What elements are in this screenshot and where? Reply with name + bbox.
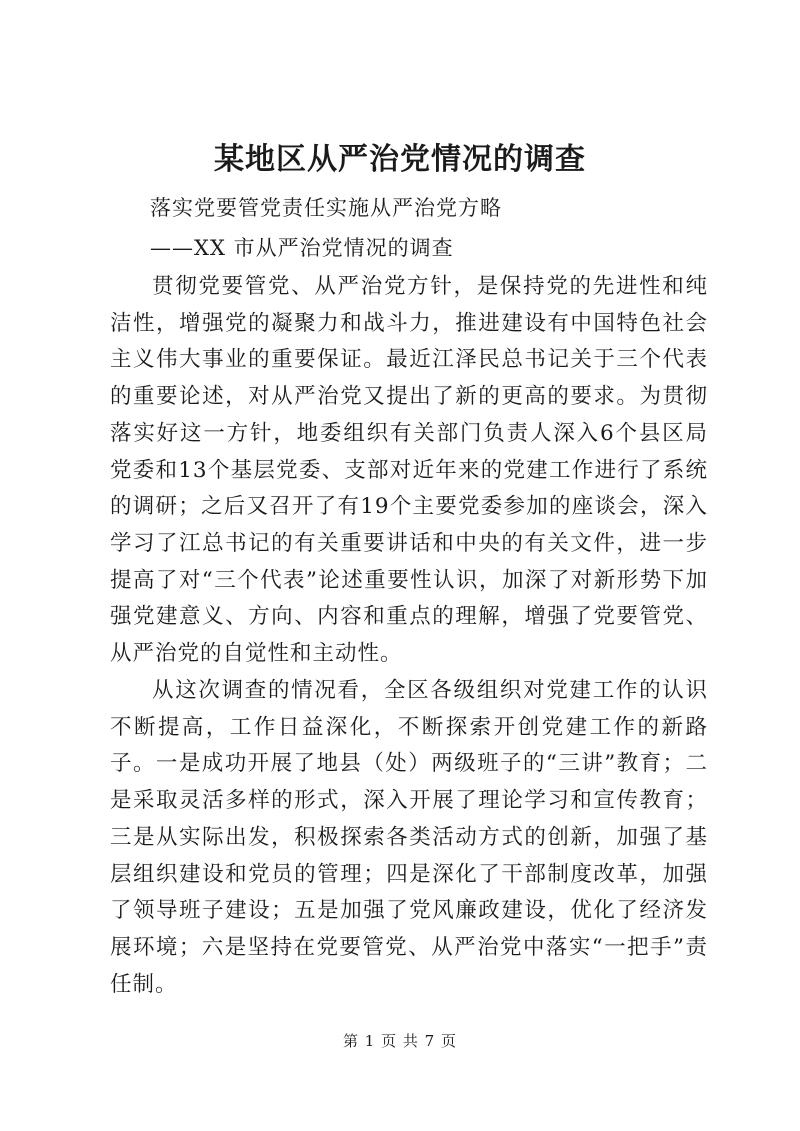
page-footer: 第 1 页 共 7 页 xyxy=(343,1032,457,1050)
body-paragraph: 贯彻党要管党、从严治党方针，是保持党的先进性和纯洁性，增强党的凝聚力和战斗力，推进建设有中国特色社会主义伟大事业的重要保证。最近江泽民总书记关于三个代表的重要论述，对从严治党又提出了新的更高的要求。为贯彻落实好这一方针，地委组织有关部门负责人深入6个县区局党委和13个基层党委、支部对近年来的党建工作进行了系统的调研；之后又召开了有19个主要党委参加的座谈会，深入学习了江总书记的有关重要讲话和中央的有关文件，进一步提高了对“三个代表”论述重要性认识，加深了对新形势下加强党建意义、方向、内容和重点的理解，增强了党要管党、从严治党的自觉性和主动性。 xyxy=(110,274,708,667)
document-title: 某地区从严治党情况的调查 xyxy=(214,142,586,177)
document-subtitle-secondary: ——XX 市从严治党情况的调查 xyxy=(150,236,454,260)
body-paragraph: 从这次调查的情况看，全区各级组织对党建工作的认识不断提高，工作日益深化，不断探索开创党建工作的新路子。一是成功开展了地县（处）两级班子的“三讲”教育；二是采取灵活多样的形式，深入开展了理论学习和宣传教育；三是从实际出发，积极探索各类活动方式的创新，加强了基层组织建设和党员的管理；四是深化了干部制度改革，加强了领导班子建设；五是加强了党风廉政建设，优化了经济发展环境；六是坚持在党要管党、从严治党中落实“一把手”责任制。 xyxy=(110,678,708,997)
document-subtitle: 落实党要管党责任实施从严治党方略 xyxy=(150,196,502,220)
